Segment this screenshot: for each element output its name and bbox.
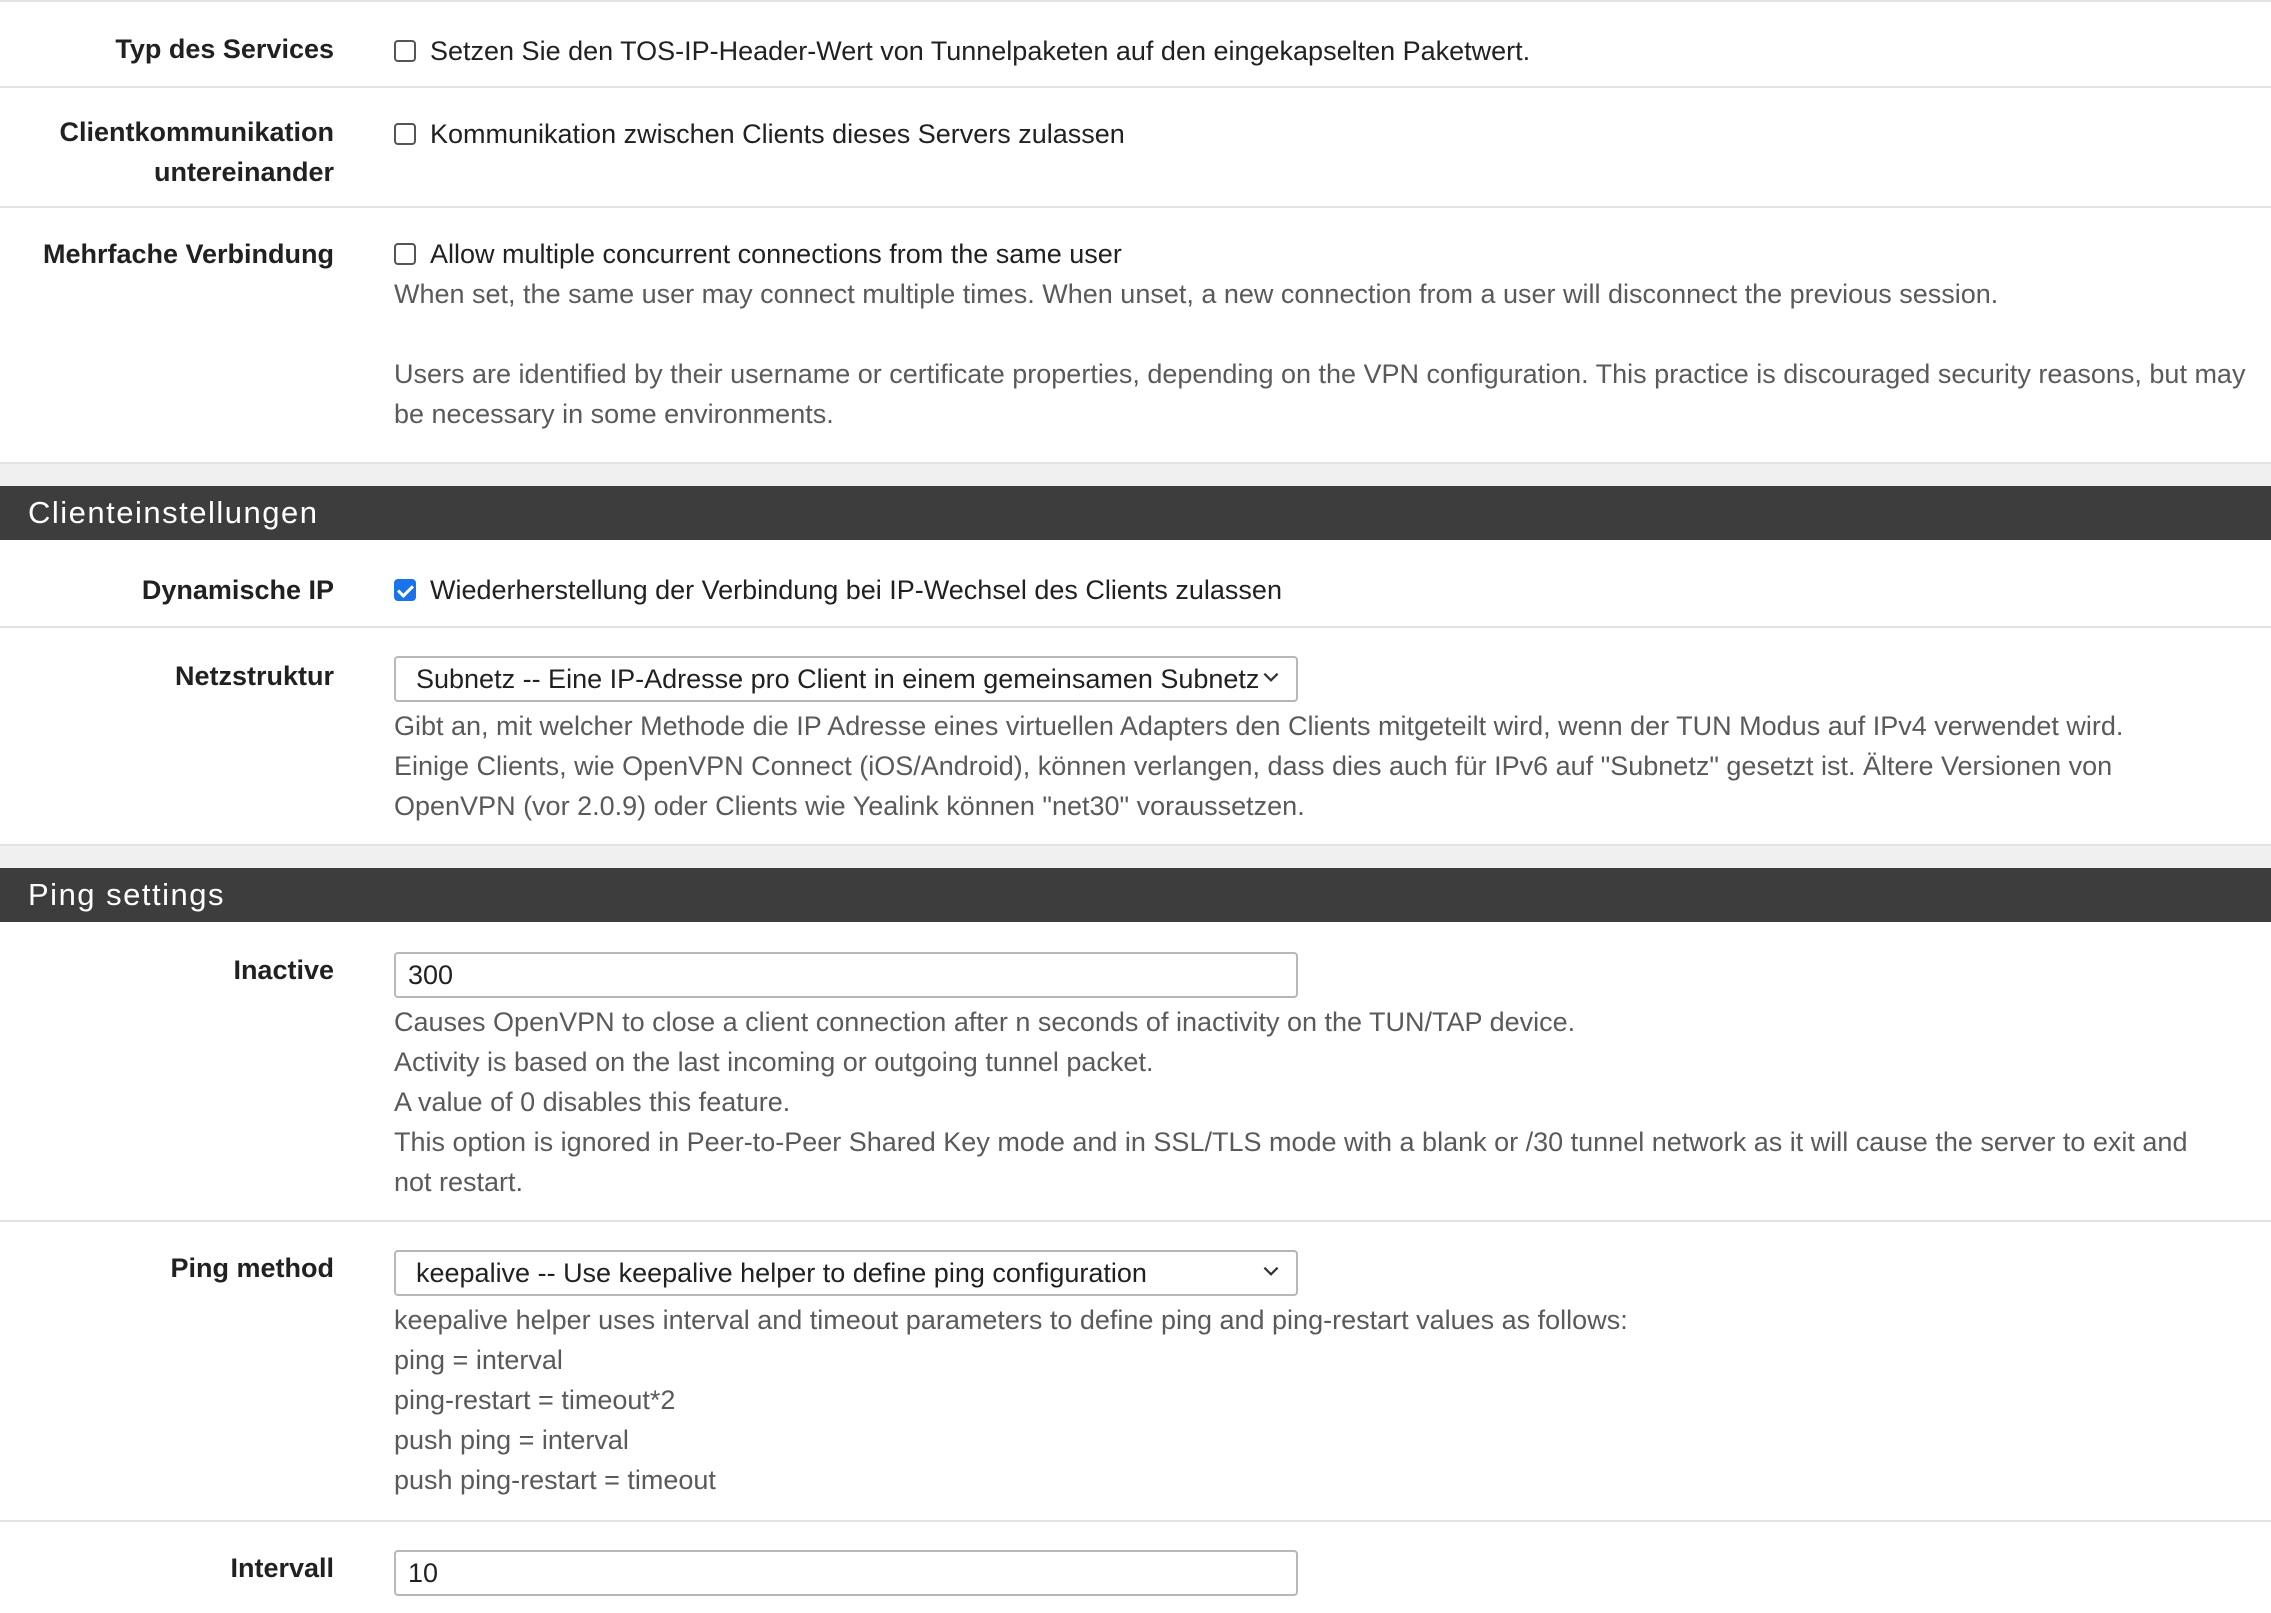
client-communication-label-line2: untereinander (153, 157, 334, 187)
section-header-ping-settings: Ping settings (0, 868, 2271, 922)
client-communication-label-line1: Clientkommunikation (59, 117, 334, 147)
multiple-connections-help-1: When set, the same user may connect multiple times. When unset, a new connection from a user will disconnect the previous session. (394, 279, 1999, 309)
section-spacer (0, 846, 2271, 868)
row-inactive (0, 922, 2271, 1222)
ping-method-help-4: push ping = interval (394, 1425, 629, 1455)
tos-label: Typ des Services (115, 34, 334, 64)
ping-method-label: Ping method (170, 1253, 334, 1283)
ping-method-help-5: push ping-restart = timeout (394, 1465, 716, 1495)
ping-method-help-2: ping = interval (394, 1345, 563, 1375)
inactive-input[interactable]: 300 (394, 952, 1298, 998)
row-interval (0, 1522, 2271, 1613)
interval-label: Intervall (230, 1553, 334, 1583)
ping-method-selected-value: keepalive -- Use keepalive helper to define ping configuration (416, 1258, 1147, 1288)
chevron-down-icon (1260, 1260, 1282, 1282)
client-communication-label (14, 112, 334, 192)
multiple-connections-checkbox-label: Allow multiple concurrent connections from the same user (430, 239, 1122, 269)
dynamic-ip-label: Dynamische IP (141, 575, 334, 605)
tos-checkbox-label: Setzen Sie den TOS-IP-Header-Wert von Tunnelpaketen auf den eingekapselten Paketwert. (430, 36, 1531, 66)
inactive-help-2: Activity is based on the last incoming or outgoing tunnel packet. (394, 1047, 1154, 1077)
inactive-help-4: This option is ignored in Peer-to-Peer Shared Key mode and in SSL/TLS mode with a blank or /30 tunnel network as it will cause the server to exit and (394, 1127, 2188, 1157)
client-communication-checkbox[interactable] (394, 123, 416, 145)
section-header-client-settings: Clienteinstellungen (0, 486, 2271, 540)
row-topology (0, 628, 2271, 846)
ping-method-help-3: ping-restart = timeout*2 (394, 1385, 676, 1415)
topology-label: Netzstruktur (174, 661, 334, 691)
dynamic-ip-checkbox[interactable] (394, 579, 416, 601)
row-tos (0, 0, 2271, 88)
inactive-label: Inactive (233, 955, 334, 985)
multiple-connections-checkbox[interactable] (394, 243, 416, 265)
row-client-communication (0, 88, 2271, 208)
row-dynamic-ip (0, 540, 2271, 628)
multiple-connections-label: Mehrfache Verbindung (42, 239, 334, 269)
inactive-help-1: Causes OpenVPN to close a client connection after n seconds of inactivity on the TUN/TAP device. (394, 1007, 1576, 1037)
chevron-down-icon (1260, 666, 1282, 688)
inactive-help-5: not restart. (394, 1167, 524, 1197)
row-ping-method (0, 1222, 2271, 1522)
topology-help-3: OpenVPN (vor 2.0.9) oder Clients wie Yealink können "net30" voraussetzen. (394, 791, 1305, 821)
interval-input[interactable]: 10 (394, 1550, 1298, 1596)
topology-help-2: Einige Clients, wie OpenVPN Connect (iOS/Android), können verlangen, dass dies auch für IPv6 auf "Subnetz" gesetzt ist. Ältere Versionen von (394, 751, 2113, 781)
multiple-connections-help-2: Users are identified by their username or certificate properties, depending on the VPN configuration. This practice is discouraged security reasons, but may be necessary in some environments. (394, 359, 2246, 429)
section-spacer (0, 464, 2271, 486)
client-communication-checkbox-label: Kommunikation zwischen Clients dieses Servers zulassen (430, 119, 1125, 149)
tos-checkbox[interactable] (394, 40, 416, 62)
row-multiple-connections (0, 208, 2271, 464)
topology-select[interactable] (394, 656, 1298, 702)
topology-selected-value: Subnetz -- Eine IP-Adresse pro Client in einem gemeinsamen Subnetz (416, 664, 1260, 694)
dynamic-ip-checkbox-label: Wiederherstellung der Verbindung bei IP-Wechsel des Clients zulassen (430, 575, 1282, 605)
ping-method-select[interactable] (394, 1250, 1298, 1296)
inactive-help-3: A value of 0 disables this feature. (394, 1087, 791, 1117)
topology-help-1: Gibt an, mit welcher Methode die IP Adresse eines virtuellen Adapters den Clients mitgeteilt wird, wenn der TUN Modus auf IPv4 verwendet wird. (394, 711, 2124, 741)
ping-method-help-1: keepalive helper uses interval and timeout parameters to define ping and ping-restart values as follows: (394, 1305, 1628, 1335)
